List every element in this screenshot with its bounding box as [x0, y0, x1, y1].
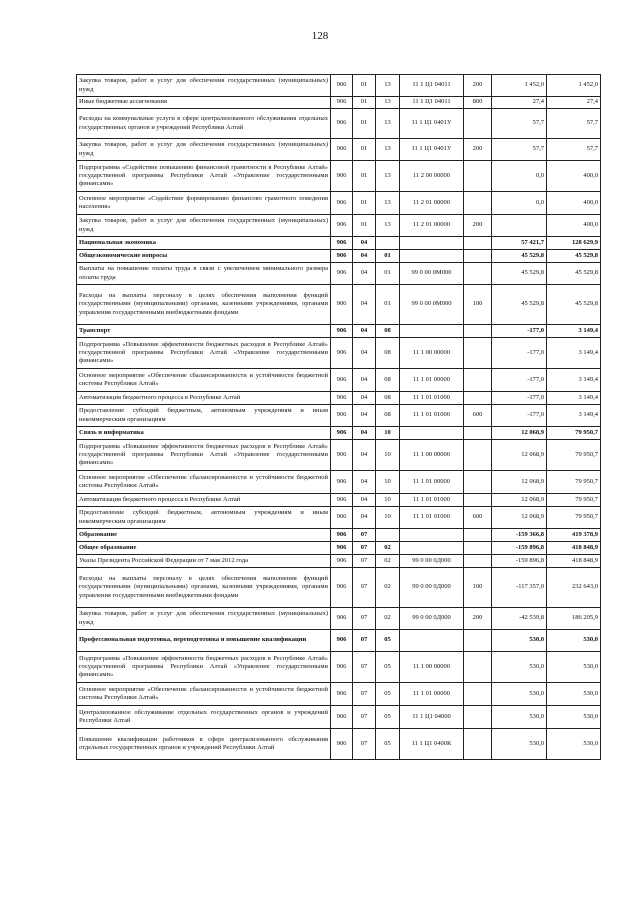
row-section: 04 [353, 369, 376, 392]
row-name: Подпрограмма «Содействие повышению финансовой грамотности в Республике Алтай» государственной программы Республики Алтай «Управление государственными финансами» [77, 161, 331, 192]
row-target-article: 99 0 00 0Д000 [400, 608, 464, 630]
row-name: Выплаты на повышение оплаты труда в связи с увеличением минимального размера оплаты труда [77, 263, 331, 285]
row-name: Иные бюджетные ассигнования [77, 97, 331, 109]
row-amount-change: 12 068,9 [492, 507, 547, 529]
row-amount-total: 79 950,7 [547, 427, 601, 440]
table-row [77, 263, 601, 285]
row-target-article: 11 1 Ц1 04011 [400, 75, 464, 97]
row-target-article: 11 1 01 00000 [400, 369, 464, 392]
table-row [77, 542, 601, 555]
row-subsection: 02 [376, 555, 400, 568]
row-expense-type [464, 542, 492, 555]
table-row [77, 555, 601, 568]
row-expense-type: 100 [464, 285, 492, 325]
row-expense-type: 100 [464, 568, 492, 608]
row-expense-type [464, 161, 492, 192]
table-row [77, 471, 601, 494]
row-subsection: 13 [376, 139, 400, 161]
row-amount-change: 1 452,0 [492, 75, 547, 97]
row-name: Основное мероприятие «Обеспечение сбалансированности и устойчивости бюджетной системы Республики Алтай» [77, 683, 331, 706]
table-row [77, 608, 601, 630]
row-ved: 906 [331, 215, 353, 237]
row-expense-type [464, 109, 492, 139]
row-ved: 906 [331, 542, 353, 555]
row-ved: 906 [331, 97, 353, 109]
row-name: Основное мероприятие «Содействие формированию финансово грамотного поведения населения» [77, 192, 331, 215]
row-section: 04 [353, 440, 376, 471]
row-ved: 906 [331, 568, 353, 608]
table-row [77, 630, 601, 652]
row-amount-change: 530,0 [492, 652, 547, 683]
row-name: Подпрограмма «Повышение эффективности бюджетных расходов в Республике Алтай» государственной программы Республики Алтай «Управление государственными финансами» [77, 338, 331, 369]
row-subsection: 01 [376, 250, 400, 263]
row-name: Автоматизация бюджетного процесса в Республике Алтай [77, 494, 331, 507]
row-name: Автоматизация бюджетного процесса в Республике Алтай [77, 392, 331, 405]
row-expense-type: 200 [464, 139, 492, 161]
table-row [77, 529, 601, 542]
row-subsection: 05 [376, 630, 400, 652]
row-name: Подпрограмма «Повышение эффективности бюджетных расходов в Республике Алтай» государственной программы Республики Алтай «Управление государственными финансами» [77, 652, 331, 683]
row-expense-type [464, 729, 492, 760]
row-target-article: 11 1 01 00000 [400, 471, 464, 494]
row-expense-type [464, 392, 492, 405]
row-section: 04 [353, 250, 376, 263]
row-expense-type [464, 630, 492, 652]
row-amount-total: 45 529,8 [547, 285, 601, 325]
table-row [77, 215, 601, 237]
row-amount-total: 530,0 [547, 729, 601, 760]
table-row [77, 706, 601, 729]
row-target-article: 11 1 01 01000 [400, 494, 464, 507]
row-amount-total: 3 149,4 [547, 369, 601, 392]
row-section: 04 [353, 494, 376, 507]
row-amount-total: 530,0 [547, 706, 601, 729]
row-ved: 906 [331, 706, 353, 729]
row-ved: 906 [331, 608, 353, 630]
table-row [77, 427, 601, 440]
row-section: 07 [353, 608, 376, 630]
row-target-article: 11 1 01 01000 [400, 507, 464, 529]
row-target-article [400, 250, 464, 263]
row-section: 01 [353, 161, 376, 192]
row-amount-change: 57 421,7 [492, 237, 547, 250]
row-amount-total: 79 950,7 [547, 494, 601, 507]
row-subsection: 08 [376, 338, 400, 369]
row-amount-change: -159 896,8 [492, 555, 547, 568]
row-amount-total: 530,0 [547, 652, 601, 683]
table-row [77, 192, 601, 215]
row-section: 07 [353, 683, 376, 706]
row-expense-type [464, 471, 492, 494]
table-row [77, 507, 601, 529]
row-name: Образование [77, 529, 331, 542]
row-subsection: 08 [376, 369, 400, 392]
row-target-article: 11 1 00 00000 [400, 338, 464, 369]
row-name: Подпрограмма «Повышение эффективности бюджетных расходов в Республике Алтай» государственной программы Республики Алтай «Управление государственными финансами» [77, 440, 331, 471]
row-expense-type: 600 [464, 507, 492, 529]
row-section: 01 [353, 192, 376, 215]
row-amount-total: 186 205,9 [547, 608, 601, 630]
row-section: 04 [353, 338, 376, 369]
row-section: 07 [353, 706, 376, 729]
row-subsection: 13 [376, 161, 400, 192]
row-amount-total: 3 149,4 [547, 325, 601, 338]
row-subsection: 10 [376, 440, 400, 471]
row-section: 04 [353, 427, 376, 440]
row-section: 07 [353, 542, 376, 555]
row-amount-change: 12 068,9 [492, 494, 547, 507]
row-expense-type [464, 683, 492, 706]
row-amount-total: 3 149,4 [547, 405, 601, 427]
row-name: Транспорт [77, 325, 331, 338]
row-section: 04 [353, 263, 376, 285]
row-target-article: 11 1 01 00000 [400, 683, 464, 706]
row-amount-total: 400,0 [547, 215, 601, 237]
page-number: 128 [311, 30, 329, 42]
row-name: Расходы на выплаты персоналу в целях обеспечения выполнения функций государственными (муниципальными) органами, казенными учреждениями, органами управления государственными внебюджетными фондами [77, 568, 331, 608]
row-subsection: 01 [376, 263, 400, 285]
row-amount-change: 0,0 [492, 161, 547, 192]
row-amount-total: 45 529,8 [547, 250, 601, 263]
table-row [77, 652, 601, 683]
table-row [77, 325, 601, 338]
row-expense-type [464, 652, 492, 683]
row-subsection: 13 [376, 192, 400, 215]
row-subsection: 08 [376, 392, 400, 405]
row-name: Расходы на выплаты персоналу в целях обеспечения выполнения функций государственными (муниципальными) органами, казенными учреждениями, органами управления государственными внебюджетными фондами [77, 285, 331, 325]
row-expense-type: 200 [464, 215, 492, 237]
row-target-article: 11 1 Ц1 0400К [400, 729, 464, 760]
row-section: 01 [353, 109, 376, 139]
row-amount-change: -177,0 [492, 338, 547, 369]
row-amount-total: 79 950,7 [547, 471, 601, 494]
row-target-article: 11 1 Ц1 0401У [400, 109, 464, 139]
row-target-article: 11 2 01 00000 [400, 215, 464, 237]
row-subsection: 10 [376, 427, 400, 440]
row-amount-total: 418 848,9 [547, 542, 601, 555]
row-amount-change: -159 366,8 [492, 529, 547, 542]
row-amount-total: 419 378,9 [547, 529, 601, 542]
row-ved: 906 [331, 405, 353, 427]
row-target-article [400, 237, 464, 250]
row-amount-change: 530,0 [492, 729, 547, 760]
row-ved: 906 [331, 285, 353, 325]
row-expense-type [464, 706, 492, 729]
table-row [77, 729, 601, 760]
row-ved: 906 [331, 630, 353, 652]
row-target-article: 11 1 Ц1 0401У [400, 139, 464, 161]
row-amount-total: 530,0 [547, 683, 601, 706]
row-amount-change: 12 068,9 [492, 440, 547, 471]
row-section: 07 [353, 555, 376, 568]
row-amount-change: 530,0 [492, 630, 547, 652]
table-row [77, 237, 601, 250]
row-section: 04 [353, 471, 376, 494]
row-expense-type: 800 [464, 97, 492, 109]
row-section: 01 [353, 139, 376, 161]
row-amount-change: -177,0 [492, 392, 547, 405]
row-section: 07 [353, 630, 376, 652]
row-amount-total: 3 149,4 [547, 338, 601, 369]
row-section: 04 [353, 392, 376, 405]
row-subsection [376, 529, 400, 542]
row-expense-type [464, 529, 492, 542]
row-name: Закупка товаров, работ и услуг для обеспечения государственных (муниципальных) нужд [77, 75, 331, 97]
row-amount-total: 1 452,0 [547, 75, 601, 97]
row-amount-change: 45 529,8 [492, 285, 547, 325]
row-target-article: 11 1 01 01000 [400, 405, 464, 427]
row-amount-total: 3 149,4 [547, 392, 601, 405]
row-expense-type [464, 237, 492, 250]
row-target-article: 11 1 00 00000 [400, 440, 464, 471]
table-row [77, 683, 601, 706]
row-subsection: 10 [376, 471, 400, 494]
row-subsection: 13 [376, 97, 400, 109]
row-subsection: 13 [376, 109, 400, 139]
row-subsection: 05 [376, 729, 400, 760]
row-target-article [400, 529, 464, 542]
row-section: 07 [353, 529, 376, 542]
row-amount-change: -42 539,8 [492, 608, 547, 630]
row-ved: 906 [331, 683, 353, 706]
row-section: 07 [353, 729, 376, 760]
row-section: 04 [353, 405, 376, 427]
row-section: 07 [353, 568, 376, 608]
row-amount-change: 27,4 [492, 97, 547, 109]
row-amount-change: 12 068,9 [492, 427, 547, 440]
table-row [77, 75, 601, 97]
row-name: Указы Президента Российской Федерации от 7 мая 2012 года [77, 555, 331, 568]
row-subsection: 05 [376, 706, 400, 729]
row-subsection: 13 [376, 215, 400, 237]
row-subsection: 05 [376, 683, 400, 706]
table-row [77, 97, 601, 109]
row-name: Закупка товаров, работ и услуг для обеспечения государственных (муниципальных) нужд [77, 608, 331, 630]
row-target-article: 11 1 Ц1 04011 [400, 97, 464, 109]
row-ved: 906 [331, 471, 353, 494]
row-name: Национальная экономика [77, 237, 331, 250]
row-subsection: 10 [376, 494, 400, 507]
row-target-article [400, 542, 464, 555]
row-target-article [400, 427, 464, 440]
table-row [77, 338, 601, 369]
row-subsection: 10 [376, 507, 400, 529]
row-section: 04 [353, 325, 376, 338]
budget-table [76, 74, 601, 760]
row-amount-total: 57,7 [547, 139, 601, 161]
row-expense-type [464, 263, 492, 285]
row-ved: 906 [331, 440, 353, 471]
table-row [77, 440, 601, 471]
table-row [77, 285, 601, 325]
row-subsection [376, 237, 400, 250]
row-name: Закупка товаров, работ и услуг для обеспечения государственных (муниципальных) нужд [77, 215, 331, 237]
row-name: Предоставление субсидий бюджетным, автономным учреждениям и иным некоммерческим организациям [77, 405, 331, 427]
row-amount-change: 57,7 [492, 139, 547, 161]
row-ved: 906 [331, 555, 353, 568]
row-subsection: 05 [376, 652, 400, 683]
row-name: Общеэкономические вопросы [77, 250, 331, 263]
row-amount-change: 57,7 [492, 109, 547, 139]
row-target-article: 11 1 00 00000 [400, 652, 464, 683]
row-amount-total: 128 629,9 [547, 237, 601, 250]
row-amount-total: 530,0 [547, 630, 601, 652]
row-ved: 906 [331, 161, 353, 192]
row-subsection: 02 [376, 608, 400, 630]
row-amount-change: -177,0 [492, 369, 547, 392]
row-amount-total: 45 529,8 [547, 263, 601, 285]
row-subsection: 02 [376, 568, 400, 608]
row-ved: 906 [331, 192, 353, 215]
row-ved: 906 [331, 652, 353, 683]
row-name: Закупка товаров, работ и услуг для обеспечения государственных (муниципальных) нужд [77, 139, 331, 161]
row-section: 04 [353, 507, 376, 529]
row-target-article [400, 630, 464, 652]
row-amount-total: 400,0 [547, 192, 601, 215]
row-name: Общее образование [77, 542, 331, 555]
row-ved: 906 [331, 250, 353, 263]
row-expense-type [464, 369, 492, 392]
row-ved: 906 [331, 263, 353, 285]
row-expense-type [464, 494, 492, 507]
row-expense-type [464, 250, 492, 263]
row-section: 01 [353, 97, 376, 109]
row-section: 04 [353, 285, 376, 325]
table-body [77, 75, 601, 760]
table-row [77, 109, 601, 139]
row-amount-change: -177,0 [492, 325, 547, 338]
row-amount-total: 27,4 [547, 97, 601, 109]
row-expense-type [464, 555, 492, 568]
row-name: Основное мероприятие «Обеспечение сбалансированности и устойчивости бюджетной системы Республики Алтай» [77, 369, 331, 392]
row-name: Централизованное обслуживание отдельных государственных органов и учреждений Республики Алтай [77, 706, 331, 729]
row-name: Расходы на коммунальные услуги в сфере централизованного обслуживания отдельных государственных органов и учреждений Республики Алтай [77, 109, 331, 139]
row-target-article: 11 1 Ц1 04000 [400, 706, 464, 729]
row-target-article: 11 1 01 01000 [400, 392, 464, 405]
row-amount-change: 0,0 [492, 192, 547, 215]
row-target-article: 11 2 01 00000 [400, 192, 464, 215]
row-ved: 906 [331, 109, 353, 139]
table-row [77, 494, 601, 507]
row-amount-change: -159 896,8 [492, 542, 547, 555]
row-section: 07 [353, 652, 376, 683]
row-name: Связь и информатика [77, 427, 331, 440]
row-ved: 906 [331, 427, 353, 440]
row-ved: 906 [331, 325, 353, 338]
row-name: Профессиональная подготовка, переподготовка и повышение квалификации [77, 630, 331, 652]
row-amount-total: 232 643,0 [547, 568, 601, 608]
row-subsection: 02 [376, 542, 400, 555]
row-amount-change: -177,0 [492, 405, 547, 427]
row-ved: 906 [331, 237, 353, 250]
row-ved: 906 [331, 139, 353, 161]
row-expense-type [464, 192, 492, 215]
row-amount-change: 530,0 [492, 706, 547, 729]
row-amount-change: 45 529,8 [492, 250, 547, 263]
row-amount-change: 530,0 [492, 683, 547, 706]
row-target-article: 99 0 00 0Д000 [400, 568, 464, 608]
table-row [77, 568, 601, 608]
table-row [77, 250, 601, 263]
row-name: Предоставление субсидий бюджетным, автономным учреждениям и иным некоммерческим организациям [77, 507, 331, 529]
row-name: Основное мероприятие «Обеспечение сбалансированности и устойчивости бюджетной системы Республики Алтай» [77, 471, 331, 494]
row-expense-type: 600 [464, 405, 492, 427]
table-row [77, 369, 601, 392]
row-target-article: 99 0 00 0М000 [400, 285, 464, 325]
row-amount-change: 12 068,9 [492, 471, 547, 494]
row-target-article: 99 0 00 0М000 [400, 263, 464, 285]
row-expense-type [464, 325, 492, 338]
row-expense-type [464, 427, 492, 440]
row-subsection: 08 [376, 405, 400, 427]
row-section: 01 [353, 215, 376, 237]
row-amount-total: 79 950,7 [547, 440, 601, 471]
row-ved: 906 [331, 392, 353, 405]
row-amount-total: 57,7 [547, 109, 601, 139]
row-subsection: 01 [376, 285, 400, 325]
table-row [77, 161, 601, 192]
row-ved: 906 [331, 338, 353, 369]
row-expense-type: 200 [464, 75, 492, 97]
row-amount-total: 418 848,9 [547, 555, 601, 568]
row-amount-change [492, 215, 547, 237]
table-row [77, 392, 601, 405]
row-ved: 906 [331, 369, 353, 392]
row-section: 01 [353, 75, 376, 97]
row-amount-total: 400,0 [547, 161, 601, 192]
row-ved: 906 [331, 529, 353, 542]
row-target-article [400, 325, 464, 338]
table-row [77, 139, 601, 161]
row-amount-change: 45 529,8 [492, 263, 547, 285]
row-target-article: 99 0 00 0Д000 [400, 555, 464, 568]
row-amount-total: 79 950,7 [547, 507, 601, 529]
row-expense-type [464, 440, 492, 471]
row-subsection: 08 [376, 325, 400, 338]
row-amount-change: -117 357,0 [492, 568, 547, 608]
row-expense-type: 200 [464, 608, 492, 630]
row-ved: 906 [331, 494, 353, 507]
table-row [77, 405, 601, 427]
row-ved: 906 [331, 507, 353, 529]
row-target-article: 11 2 00 00000 [400, 161, 464, 192]
row-subsection: 13 [376, 75, 400, 97]
row-ved: 906 [331, 75, 353, 97]
row-name: Повышение квалификации работников в сфере централизованного обслуживания отдельных государственных органов и учреждений Республики Алтай [77, 729, 331, 760]
row-section: 04 [353, 237, 376, 250]
row-expense-type [464, 338, 492, 369]
row-ved: 906 [331, 729, 353, 760]
